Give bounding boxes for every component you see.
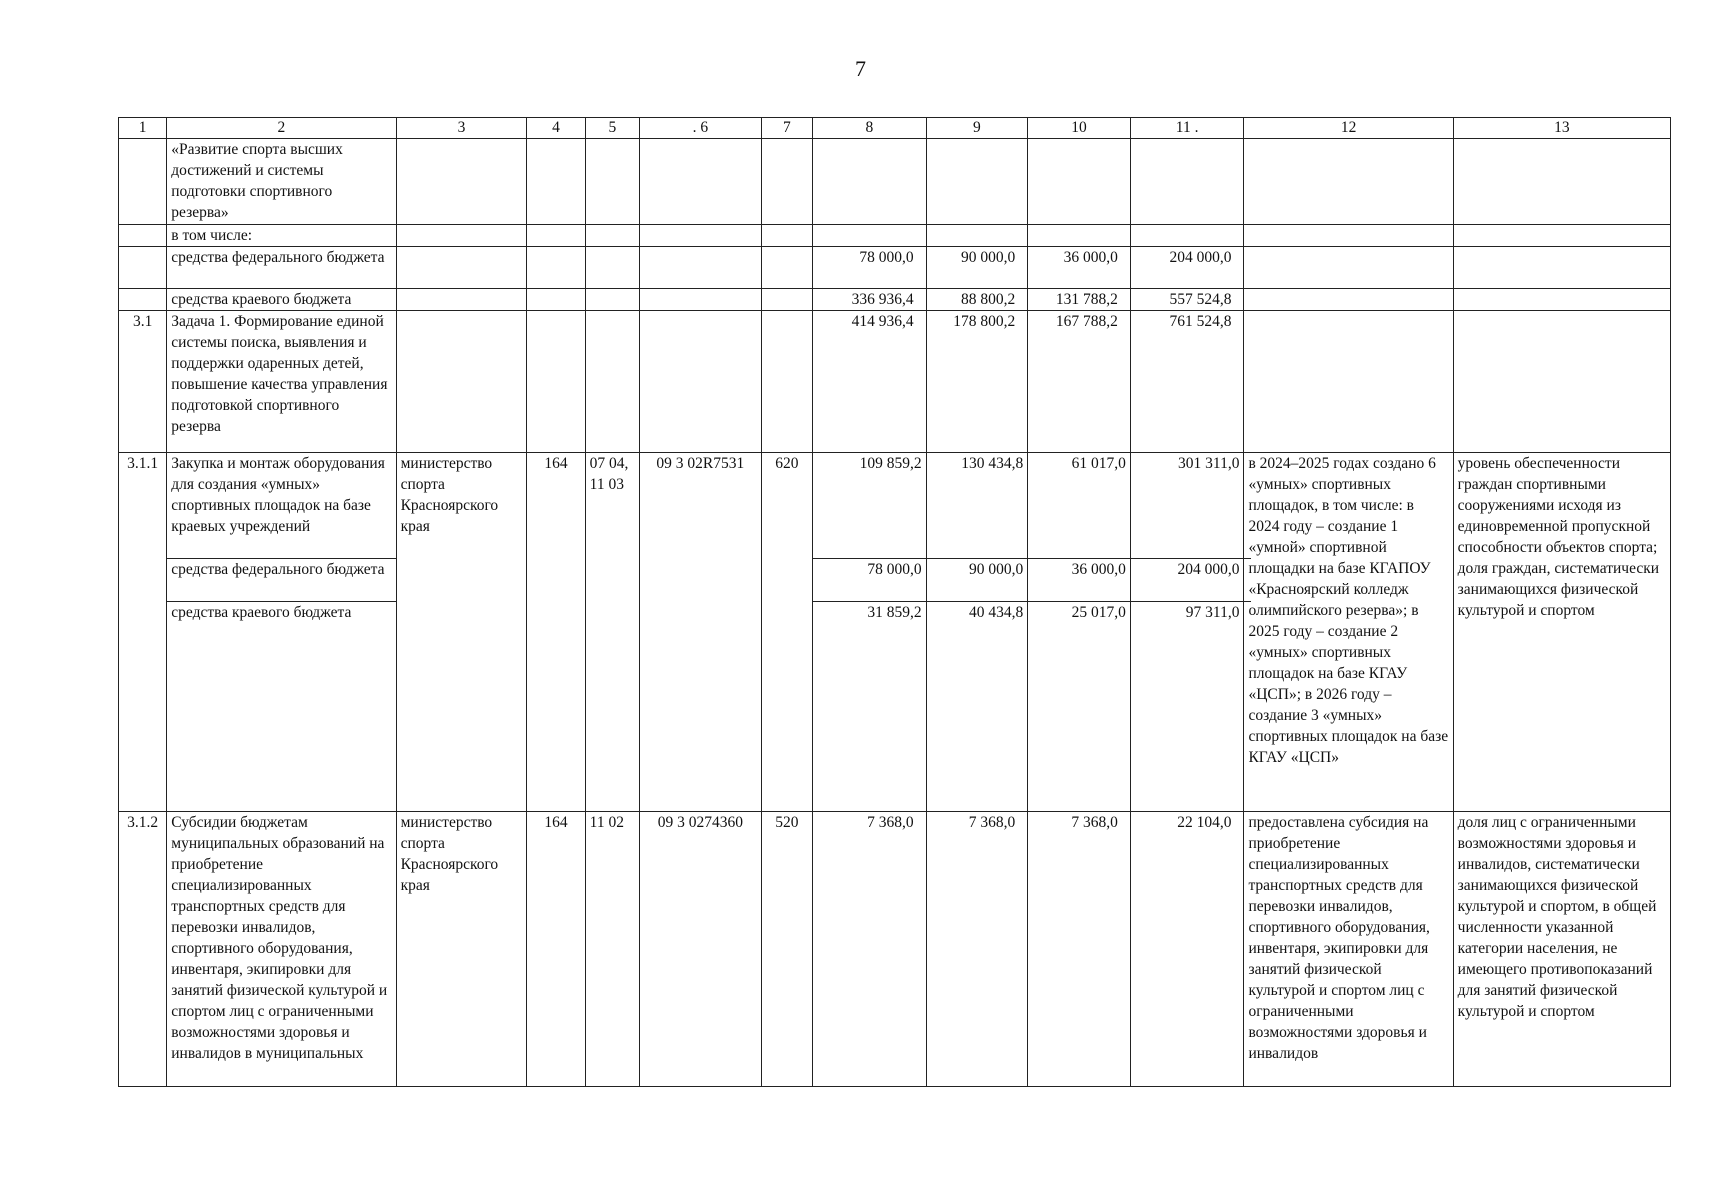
grbs-code: 164 — [527, 812, 585, 1087]
col-header: 9 — [926, 118, 1028, 139]
col-header: 3 — [396, 118, 527, 139]
expected-result: предоставлена субсидия на приобретение специализированных транспортных средств для перевозки инвалидов, спортивного оборудования, инвентаря, экипировки для занятий физической культурой и спортом лиц с ограниченными возможностями здоровья и инвалидов — [1244, 812, 1453, 1087]
amount-cell: 31 859,2 — [867, 604, 922, 621]
amount-cell: 414 936,4 — [812, 311, 926, 453]
page-number: 7 — [855, 56, 866, 81]
funding-source-label: средства краевого бюджета — [167, 289, 396, 311]
funding-source-label: средства федерального бюджета — [167, 559, 395, 602]
col-header: 13 — [1453, 118, 1670, 139]
amount-cell: 167 788,2 — [1028, 311, 1131, 453]
table-row — [119, 812, 1671, 1087]
col-header: 7 — [761, 118, 812, 139]
col-header: 1 — [119, 118, 167, 139]
amount-cell: 557 524,8 — [1130, 289, 1244, 311]
expense-type-code: 520 — [761, 812, 812, 1087]
expense-type-code: 620 — [761, 453, 812, 812]
table-row — [119, 247, 1671, 289]
row-number: 3.1.1 — [119, 453, 167, 812]
column-numbers-row — [119, 118, 1671, 139]
table-row — [119, 289, 1671, 311]
measure-title: Субсидии бюджетам муниципальных образований на приобретение специализированных транспортных средств для перевозки инвалидов, спортивного оборудования, инвентаря, экипировки для занятий физической культурой и спортом лиц с ограниченными возможностями здоровья и инвалидов в муниципальных — [167, 812, 396, 1087]
target-code: 09 3 0274360 — [639, 812, 761, 1087]
funding-source-label: средства краевого бюджета — [171, 604, 352, 621]
target-indicator: уровень обеспеченности граждан спортивными сооружениями исходя из единовременной пропускной способности объектов спорта; доля граждан, систематически занимающихся физической культурой и спортом — [1453, 453, 1670, 812]
table-row — [119, 225, 1671, 247]
table-row — [119, 311, 1671, 453]
amount-cell: 36 000,0 — [1028, 247, 1131, 289]
row-number: 3.1 — [119, 311, 167, 453]
amount-cell: 90 000,0 — [927, 559, 1036, 602]
amount-cell: 78 000,0 — [812, 247, 926, 289]
col-header: 10 — [1028, 118, 1131, 139]
amount-cell: 7 368,0 — [1028, 812, 1131, 1087]
col-header: 2 — [167, 118, 396, 139]
amount-cell: 61 017,0 — [1028, 453, 1138, 559]
funding-source-label: средства федерального бюджета — [167, 247, 396, 289]
amount-cell: 97 311,0 — [1185, 604, 1240, 621]
subprogram-title: «Развитие спорта высших достижений и системы подготовки спортивного резерва» — [167, 139, 396, 225]
amount-cell: 88 800,2 — [926, 289, 1028, 311]
table-row — [119, 453, 1671, 812]
amount-cell: 131 788,2 — [1028, 289, 1131, 311]
section-code: 11 02 — [585, 812, 639, 1087]
section-code: 07 04, 11 03 — [585, 453, 639, 812]
col-header: 12 — [1244, 118, 1453, 139]
executor-cell: министерство спорта Красноярского края — [396, 453, 527, 812]
task-title: Задача 1. Формирование единой системы поиска, выявления и поддержки одаренных детей, повышение качества управления подготовкой спортивного резерва — [167, 311, 396, 453]
amount-cell: 204 000,0 — [1131, 559, 1252, 602]
amount-cell: 204 000,0 — [1130, 247, 1244, 289]
amount-cell: 7 368,0 — [926, 812, 1028, 1087]
amount-cell: 178 800,2 — [926, 311, 1028, 453]
amount-cell: 336 936,4 — [812, 289, 926, 311]
including-label: в том числе: — [167, 225, 396, 247]
amount-cell: 25 017,0 — [1071, 604, 1126, 621]
measure-title: Закупка и монтаж оборудования для создания «умных» спортивных площадок на базе краевых учреждений — [167, 453, 395, 559]
col-header: . 6 — [639, 118, 761, 139]
col-header: 4 — [527, 118, 585, 139]
amount-cell: 36 000,0 — [1028, 559, 1138, 602]
amount-cell: 109 859,2 — [813, 453, 934, 559]
amount-cell: 22 104,0 — [1130, 812, 1244, 1087]
amount-cell: 761 524,8 — [1130, 311, 1244, 453]
target-indicator: доля лиц с ограниченными возможностями здоровья и инвалидов, систематически занимающихся физической культурой и спортом, в общей численности указанной категории населения, не имеющего противопоказаний для занятий физической культурой и спортом — [1453, 812, 1670, 1087]
table-row — [119, 139, 1671, 225]
amount-cell: 130 434,8 — [927, 453, 1036, 559]
grbs-code: 164 — [527, 453, 585, 812]
col-header: 11 . — [1130, 118, 1244, 139]
col-header: 8 — [812, 118, 926, 139]
target-code: 09 3 02R7531 — [639, 453, 761, 812]
expected-result: в 2024–2025 годах создано 6 «умных» спортивных площадок, в том числе: в 2024 году – создание 1 «умной» спортивной площадки на базе КГАПОУ «Красноярский колледж олимпийского резерва»; в 2025 году – создание 2 «умных» спортивных площадок на базе КГАУ «ЦСП»; в 2026 году – создание 3 «умных» спортивных площадок на базе КГАУ «ЦСП» — [1244, 453, 1453, 812]
amount-cell: 301 311,0 — [1131, 453, 1252, 559]
row-number: 3.1.2 — [119, 812, 167, 1087]
amount-cell: 78 000,0 — [813, 559, 934, 602]
amount-cell: 90 000,0 — [926, 247, 1028, 289]
col-header: 5 — [585, 118, 639, 139]
amount-cell: 40 434,8 — [968, 604, 1024, 621]
amount-cell: 7 368,0 — [812, 812, 926, 1087]
program-table — [118, 117, 1671, 1087]
executor-cell: министерство спорта Красноярского края — [396, 812, 527, 1087]
